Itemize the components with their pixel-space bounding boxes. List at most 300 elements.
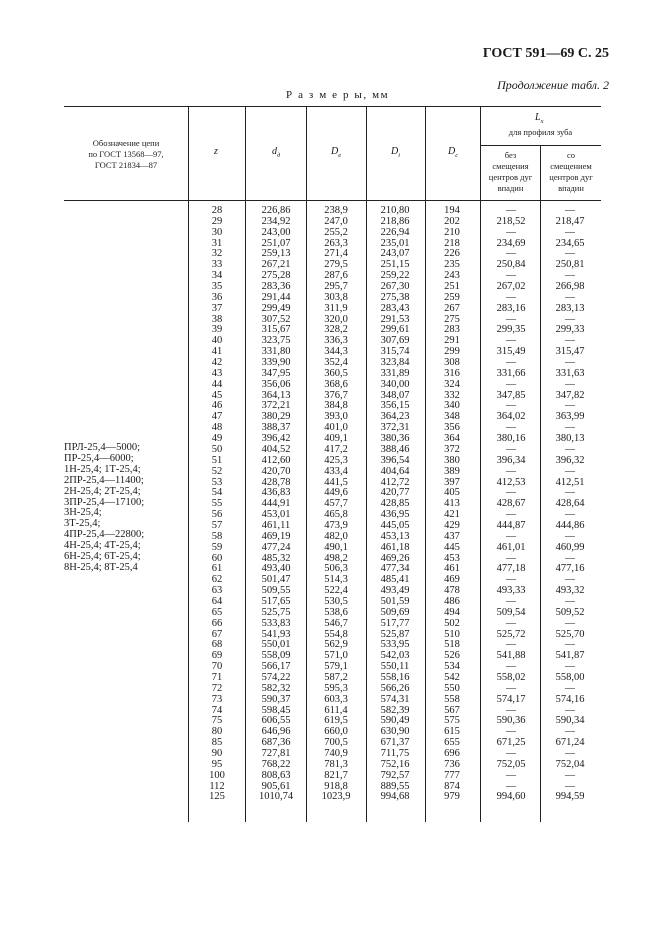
z-header-label: z: [214, 146, 218, 157]
lx-without-shift-cell: 428,67: [496, 498, 526, 510]
designation-header-line-1: Обозначение цепи: [92, 138, 160, 148]
dd-cell: 646,96: [261, 726, 291, 738]
lx-with-shift-cell: —: [565, 780, 575, 792]
dc-cell: 486: [444, 595, 460, 607]
dd-cell: 598,45: [261, 704, 291, 716]
di-cell: 226,94: [380, 226, 410, 238]
di-cell: 356,15: [380, 400, 410, 412]
de-cell: 587,2: [324, 671, 348, 683]
de-cell: 425,3: [324, 454, 348, 466]
di-cell: 461,18: [380, 541, 410, 553]
di-cell: 542,03: [380, 650, 410, 662]
z-cell: 90: [211, 748, 223, 759]
di-header-label: D: [391, 146, 399, 157]
lx-without-shift-cell: 412,53: [496, 476, 526, 488]
lx-without-shift-cell: —: [506, 682, 516, 694]
di-cell: 517,77: [380, 617, 410, 629]
with-shift-header: [541, 150, 601, 194]
di-cell: 331,89: [380, 367, 410, 379]
lx-with-shift-cell: —: [565, 400, 575, 412]
dd-cell: 582,32: [261, 682, 291, 694]
dc-cell: 453: [444, 552, 460, 564]
di-cell: 364,23: [380, 411, 410, 423]
table-caption: Р а з м е р ы, мм: [286, 89, 390, 101]
de-cell: 287,6: [324, 270, 348, 282]
dc-cell: 259: [444, 291, 460, 303]
lx-without-shift-cell: 250,84: [496, 259, 526, 271]
z-cell: 48: [211, 422, 223, 434]
dc-header-sub: c: [455, 152, 459, 159]
z-cell: 65: [211, 606, 223, 618]
dc-cell: 364: [444, 433, 460, 445]
dd-cell: 436,83: [261, 487, 291, 499]
z-cell: 53: [211, 476, 223, 488]
dc-cell: 397: [444, 476, 460, 488]
lx-with-shift-cell: —: [565, 595, 575, 607]
without-shift-header: [481, 150, 540, 194]
z-cell: 38: [211, 313, 223, 325]
lx-without-shift-cell: 380,16: [496, 433, 526, 445]
de-cell: 238,9: [324, 205, 348, 216]
lx-with-shift-cell: 218,47: [555, 215, 585, 227]
lx-without-shift-cell: 267,02: [496, 281, 526, 293]
z-cell: 59: [211, 541, 223, 553]
dc-cell: 429: [444, 519, 460, 531]
z-cell: 32: [211, 248, 223, 260]
di-cell: 501,59: [380, 595, 410, 607]
de-cell: 538,6: [324, 606, 348, 618]
lx-with-shift-cell: 315,47: [555, 346, 585, 358]
lx-with-shift-cell: —: [565, 574, 575, 586]
dc-cell: 478: [444, 585, 460, 597]
dd-cell: 283,36: [261, 281, 291, 293]
chain-designation: 3ПР-25,4—17100;: [64, 496, 145, 508]
lx-without-shift-cell: 364,02: [496, 411, 526, 423]
de-cell: 271,4: [324, 248, 348, 260]
lx-with-shift-cell: 994,59: [555, 791, 585, 803]
de-cell: 821,7: [324, 769, 348, 781]
di-cell: 630,90: [380, 726, 410, 738]
lx-without-shift-cell: —: [506, 595, 516, 607]
de-cell: 376,7: [324, 389, 348, 401]
dd-cell: 550,01: [261, 639, 291, 651]
dd-cell: 905,61: [261, 780, 291, 792]
lx-without-shift-cell: 541,88: [496, 650, 526, 662]
z-cell: 55: [211, 498, 223, 510]
dd-cell: 477,24: [261, 541, 291, 553]
lx-without-shift-cell: 218,52: [496, 215, 526, 227]
dd-cell: 307,52: [261, 313, 291, 325]
lx-with-shift-cell: —: [565, 465, 575, 477]
dd-cell: 501,47: [261, 574, 291, 586]
di-cell: 218,86: [380, 215, 410, 227]
lx-with-shift-cell: 590,34: [555, 715, 585, 727]
dc-cell: 202: [444, 215, 460, 227]
dc-cell: 372: [444, 443, 460, 455]
designation-header-line-3: ГОСТ 21834—87: [94, 160, 158, 170]
z-cell: 80: [211, 726, 223, 738]
de-cell: 344,3: [324, 346, 348, 358]
dc-cell: 469: [444, 574, 460, 586]
lx-with-shift-cell: 412,51: [555, 476, 585, 488]
de-cell: 562,9: [324, 639, 348, 651]
dc-cell: 380: [444, 454, 460, 466]
di-cell: 348,07: [380, 389, 410, 401]
dc-cell: 542: [444, 671, 460, 683]
without-shift-line-1: без: [504, 150, 517, 160]
dc-cell: 445: [444, 541, 460, 553]
z-cell: 51: [211, 454, 223, 466]
z-cell: 73: [211, 693, 223, 705]
de-cell: 384,8: [324, 400, 348, 412]
lx-with-shift-cell: 331,63: [555, 367, 585, 379]
dd-cell: 404,52: [261, 443, 291, 455]
lx-with-shift-cell: —: [565, 357, 575, 369]
lx-without-shift-cell: —: [506, 291, 516, 303]
de-cell: 918,8: [324, 780, 348, 792]
lx-with-shift-cell: —: [565, 378, 575, 390]
dd-cell: 485,32: [261, 552, 291, 564]
lx-without-shift-cell: 574,17: [496, 693, 526, 705]
lx-with-shift-cell: 283,13: [555, 302, 585, 314]
z-cell: 36: [211, 291, 223, 303]
dc-cell: 421: [444, 509, 460, 521]
lx-without-shift-cell: —: [506, 400, 516, 412]
de-cell: 546,7: [324, 617, 348, 629]
lx-without-shift-cell: —: [506, 378, 516, 390]
lx-without-shift-cell: 299,35: [496, 324, 526, 336]
di-cell: 590,49: [380, 715, 410, 727]
di-cell: 404,64: [380, 465, 410, 477]
di-cell: 372,31: [380, 422, 410, 434]
dd-cell: 364,13: [261, 389, 291, 401]
di-cell: 994,68: [380, 791, 410, 803]
with-shift-line-1: со: [566, 150, 576, 160]
lx-without-shift-cell: 444,87: [496, 519, 526, 531]
dc-cell: 316: [444, 367, 460, 379]
table-header-bottom-border: [64, 200, 601, 201]
lx-without-shift-cell: —: [506, 617, 516, 629]
z-cell: 28: [211, 205, 223, 216]
dd-cell: 574,22: [261, 671, 291, 683]
lx-with-shift-cell: 477,16: [555, 563, 585, 575]
with-shift-line-4: впадин: [558, 183, 584, 193]
lx-without-shift-cell: —: [506, 226, 516, 238]
de-cell: 320,0: [324, 313, 348, 325]
lx-with-shift-cell: 541,87: [555, 650, 585, 662]
lx-without-shift-cell: —: [506, 509, 516, 521]
de-header: [331, 146, 341, 159]
dc-cell: 615: [444, 726, 460, 738]
z-cell: 125: [209, 791, 225, 803]
dd-cell: 428,78: [261, 476, 291, 488]
z-cell: 64: [211, 595, 223, 607]
di-cell: 315,74: [380, 346, 410, 358]
without-shift-line-4: впадин: [497, 183, 524, 193]
lx-header: [535, 112, 543, 125]
lx-without-shift-cell: 347,85: [496, 389, 526, 401]
di-cell: 299,61: [380, 324, 410, 336]
di-cell: 550,11: [380, 661, 410, 673]
de-cell: 522,4: [324, 585, 348, 597]
de-cell: 441,5: [324, 476, 348, 488]
lx-without-shift-cell: —: [506, 574, 516, 586]
di-cell: 267,30: [380, 281, 410, 293]
de-cell: 433,4: [324, 465, 348, 477]
z-cell: 43: [211, 367, 223, 379]
de-cell: 482,0: [324, 530, 348, 542]
di-cell: 525,87: [380, 628, 410, 640]
dd-cell: 606,55: [261, 715, 291, 727]
lx-without-shift-cell: 331,66: [496, 367, 526, 379]
de-cell: 311,9: [324, 302, 348, 314]
without-shift-line-3: центров дуг: [488, 172, 533, 182]
de-cell: 255,2: [324, 226, 348, 238]
de-cell: 393,0: [324, 411, 348, 423]
z-cell: 85: [211, 737, 223, 749]
dd-cell: 590,37: [261, 693, 291, 705]
lx-without-shift-cell: —: [506, 639, 516, 651]
z-cell: 49: [211, 433, 223, 445]
di-cell: 235,01: [380, 237, 410, 249]
dc-cell: 413: [444, 498, 460, 510]
dd-header-sub: д: [277, 152, 281, 159]
chain-designations: [64, 443, 144, 574]
di-cell: 445,05: [380, 519, 410, 531]
z-cell: 31: [211, 237, 223, 249]
lx-without-shift-cell: 477,18: [496, 563, 526, 575]
di-header-sub: i: [398, 152, 401, 159]
de-cell: 595,3: [324, 682, 348, 694]
dc-header-label: D: [448, 146, 456, 157]
lx-with-shift-cell: —: [565, 769, 575, 781]
dd-cell: 461,11: [261, 519, 291, 531]
z-cell: 46: [211, 400, 223, 412]
de-header-sub: e: [338, 152, 342, 159]
de-cell: 465,8: [324, 509, 348, 521]
de-cell: 506,3: [324, 563, 348, 575]
lx-with-shift-cell: 460,99: [555, 541, 585, 553]
de-cell: 336,3: [324, 335, 348, 347]
dc-cell: 267: [444, 302, 460, 314]
lx-with-shift-cell: 752,04: [555, 758, 585, 770]
dc-cell: 308: [444, 357, 460, 369]
z-cell: 42: [211, 357, 223, 369]
de-cell: 554,8: [324, 628, 348, 640]
de-cell: 619,5: [324, 715, 348, 727]
lx-without-shift-cell: —: [506, 769, 516, 781]
lx-with-shift-cell: —: [565, 335, 575, 347]
de-cell: 1023,9: [321, 791, 351, 803]
di-cell: 477,34: [380, 563, 410, 575]
z-cell: 100: [209, 769, 225, 781]
z-cell: 37: [211, 302, 223, 314]
chain-designation: ПРЛ-25,4—5000;: [64, 442, 141, 453]
lx-without-shift-cell: 590,36: [496, 715, 526, 727]
lx-without-shift-cell: —: [506, 780, 516, 792]
z-cell: 60: [211, 552, 223, 564]
z-header: [214, 146, 218, 157]
dd-cell: 291,44: [261, 291, 291, 303]
dc-cell: 526: [444, 650, 460, 662]
lx-without-shift-cell: —: [506, 270, 516, 282]
di-cell: 428,85: [380, 498, 410, 510]
z-cell: 68: [211, 639, 223, 651]
dc-cell: 243: [444, 270, 460, 282]
di-cell: 453,13: [380, 530, 410, 542]
di-cell: 533,95: [380, 639, 410, 651]
dd-cell: 444,91: [261, 498, 291, 510]
dd-cell: 541,93: [261, 628, 291, 640]
de-cell: 490,1: [324, 541, 348, 553]
dd-cell: 687,36: [261, 737, 291, 749]
di-cell: 436,95: [380, 509, 410, 521]
z-cell: 74: [211, 704, 223, 716]
lx-with-shift-cell: 380,13: [555, 433, 585, 445]
dd-cell: 251,07: [261, 237, 291, 249]
lx-without-shift-cell: —: [506, 726, 516, 738]
di-cell: 251,15: [380, 259, 410, 271]
de-cell: 263,3: [324, 237, 348, 249]
de-cell: 700,5: [324, 737, 348, 749]
de-cell: 498,2: [324, 552, 348, 564]
lx-without-shift-cell: 461,01: [496, 541, 526, 553]
dc-cell: 558: [444, 693, 460, 705]
di-cell: 291,53: [380, 313, 410, 325]
lx-header-sub: x: [540, 118, 544, 125]
dd-cell: 323,75: [261, 335, 291, 347]
z-cell: 40: [211, 335, 223, 347]
z-cell: 52: [211, 465, 223, 477]
dc-cell: 575: [444, 715, 460, 727]
di-cell: 469,26: [380, 552, 410, 564]
dd-cell: 420,70: [261, 465, 291, 477]
lx-with-shift-cell: —: [565, 639, 575, 651]
lx-with-shift-cell: —: [565, 270, 575, 282]
z-cell: 95: [211, 758, 223, 770]
lx-without-shift-cell: —: [506, 487, 516, 499]
dc-cell: 655: [444, 737, 460, 749]
dd-cell: 339,90: [261, 357, 291, 369]
dd-cell: 259,13: [261, 248, 291, 260]
table-continuation-note: Продолжение табл. 2: [497, 78, 609, 92]
de-cell: 279,5: [324, 259, 348, 271]
lx-with-shift-cell: —: [565, 443, 575, 455]
dc-cell: 405: [444, 487, 460, 499]
lx-with-shift-cell: —: [565, 726, 575, 738]
di-cell: 388,46: [380, 443, 410, 455]
chain-designation: 8Н-25,4; 8Т-25,4: [64, 561, 138, 573]
lx-with-shift-cell: —: [565, 682, 575, 694]
de-cell: 449,6: [324, 487, 348, 499]
dd-cell: 380,29: [261, 411, 291, 423]
dd-cell: 469,19: [261, 530, 291, 542]
dc-cell: 494: [444, 606, 460, 618]
lx-without-shift-cell: —: [506, 552, 516, 564]
di-cell: 509,69: [380, 606, 410, 618]
de-cell: 740,9: [324, 748, 348, 759]
dc-cell: 340: [444, 400, 460, 412]
z-cell: 58: [211, 530, 223, 542]
de-cell: 368,6: [324, 378, 348, 390]
lx-without-shift-cell: —: [506, 530, 516, 542]
dc-cell: 283: [444, 324, 460, 336]
di-cell: 396,54: [380, 454, 410, 466]
de-cell: 660,0: [324, 726, 348, 738]
lx-without-shift-cell: —: [506, 748, 516, 759]
di-cell: 380,36: [380, 433, 410, 445]
dd-cell: 226,86: [261, 205, 291, 216]
de-cell: 360,5: [324, 367, 348, 379]
dc-cell: 194: [444, 205, 460, 216]
dd-cell: 493,40: [261, 563, 291, 575]
lx-without-shift-cell: 525,72: [496, 628, 526, 640]
di-cell: 243,07: [380, 248, 410, 260]
dc-cell: 777: [444, 769, 460, 781]
lx-without-shift-cell: —: [506, 704, 516, 716]
dd-cell: 517,65: [261, 595, 291, 607]
dc-cell: 696: [444, 748, 460, 759]
lx-without-shift-cell: —: [506, 443, 516, 455]
dd-cell: 808,63: [261, 769, 291, 781]
z-cell: 47: [211, 411, 223, 423]
lx-with-shift-cell: 234,65: [555, 237, 585, 249]
z-cell: 72: [211, 682, 223, 694]
lx-without-shift-cell: 671,25: [496, 737, 526, 749]
dd-cell: 768,22: [261, 758, 291, 770]
di-cell: 210,80: [380, 205, 410, 216]
dc-cell: 299: [444, 346, 460, 358]
lx-with-shift-cell: —: [565, 248, 575, 260]
dc-cell: 389: [444, 465, 460, 477]
dc-cell: 210: [444, 226, 460, 238]
de-cell: 457,7: [324, 498, 348, 510]
z-cell: 33: [211, 259, 223, 271]
lx-without-shift-cell: —: [506, 661, 516, 673]
lx-with-shift-cell: 525,70: [555, 628, 585, 640]
lx-caption: для профиля зуба: [508, 127, 573, 137]
dc-cell: 356: [444, 422, 460, 434]
lx-without-shift-cell: 994,60: [496, 791, 526, 803]
chain-designation: 1Н-25,4; 1Т-25,4;: [64, 463, 141, 475]
dc-cell: 979: [444, 791, 460, 803]
di-cell: 307,69: [380, 335, 410, 347]
lx-with-shift-cell: —: [565, 617, 575, 629]
di-cell: 485,41: [380, 574, 410, 586]
de-cell: 781,3: [324, 758, 348, 770]
dc-header: [448, 146, 458, 159]
di-cell: 283,43: [380, 302, 410, 314]
lx-with-shift-cell: 428,64: [555, 498, 585, 510]
dd-cell: 388,37: [261, 422, 291, 434]
dc-cell: 518: [444, 639, 460, 651]
dd-cell: 275,28: [261, 270, 291, 282]
chain-designation: 2Н-25,4; 2Т-25,4;: [64, 485, 141, 497]
lx-without-shift-cell: 283,16: [496, 302, 526, 314]
z-cell: 29: [211, 215, 223, 227]
de-cell: 328,2: [324, 324, 348, 336]
di-header: [391, 146, 400, 159]
de-cell: 303,8: [324, 291, 348, 303]
lx-with-shift-cell: 558,00: [555, 671, 585, 683]
dc-cell: 324: [444, 378, 460, 390]
dd-cell: 347,95: [261, 367, 291, 379]
dc-cell: 567: [444, 704, 460, 716]
lx-without-shift-cell: 396,34: [496, 454, 526, 466]
lx-with-shift-cell: 250,81: [555, 259, 585, 271]
dc-cell: 218: [444, 237, 460, 249]
lx-without-shift-cell: 558,02: [496, 671, 526, 683]
